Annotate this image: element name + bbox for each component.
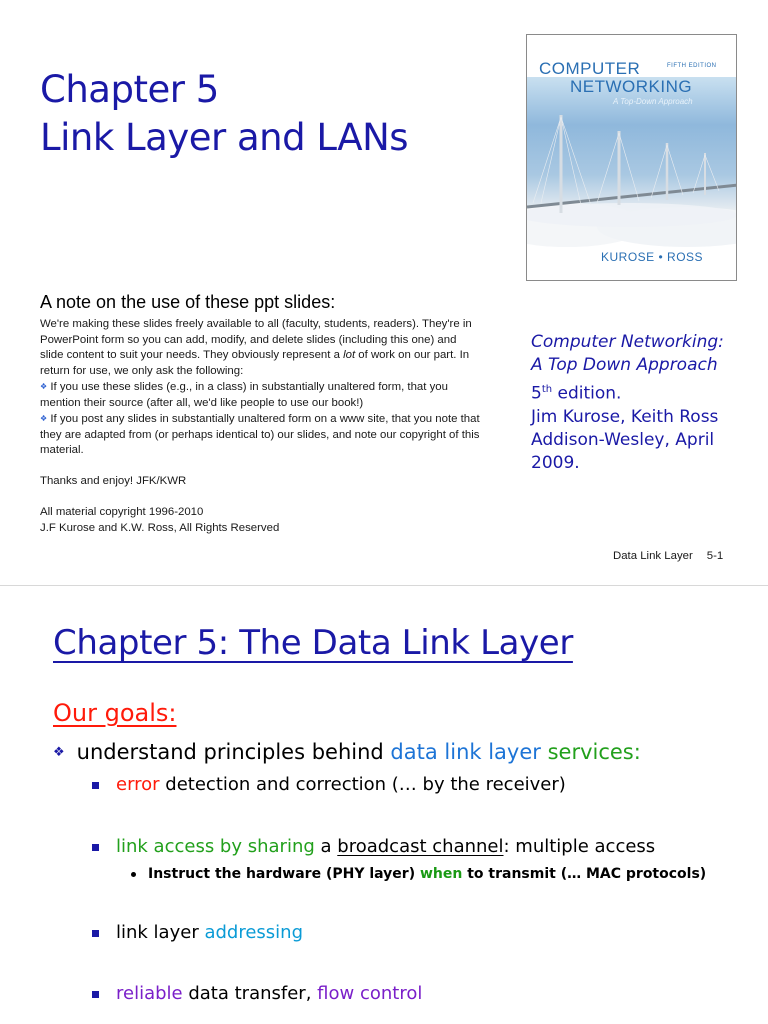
edition-text: edition.: [552, 383, 622, 404]
note-heading: A note on the use of these ppt slides:: [40, 292, 336, 312]
sub-bullet-reliable: [116, 982, 422, 1006]
dot-bullet-icon: [131, 872, 136, 877]
highlight-term: reliable: [116, 983, 183, 1004]
book-reference: [531, 331, 761, 475]
note-bullet-text: If you use these slides (e.g., in a class) in substantially unaltered form, that you mention their source (after all, we'd like people to use our book!): [40, 381, 448, 409]
edition-number: 5: [531, 383, 542, 404]
note-bullet-text: If you post any slides in substantially unaltered form on a www site, that you note that they are adapted from (or perhaps identical to) our slides, and note our copyright of this material.: [40, 413, 480, 456]
bullet-text: data transfer,: [182, 983, 318, 1004]
title-line-1: Chapter 5: [40, 68, 219, 111]
note-text: We're making these slides freely available to all (faculty, students, readers). They're in PowerPoint form so you can add, modify, and delete slides (including this one) and slide content to suit your needs. They obviously represent a: [40, 318, 472, 361]
square-bullet-icon: [92, 782, 99, 789]
page-number: 5-1: [706, 550, 724, 562]
slide-title: Chapter 5: The Data Link Layer: [53, 623, 573, 663]
bullet-text: link layer: [116, 922, 205, 943]
bullet-text: Instruct the hardware (PHY layer): [148, 866, 420, 882]
copyright-line-2: J.F Kurose and K.W. Ross, All Rights Reserved: [40, 521, 280, 534]
bullet-text: : multiple access: [503, 836, 656, 857]
note-bullet: [40, 411, 482, 459]
square-bullet-icon: [92, 930, 99, 937]
highlight-term: data link layer: [390, 740, 541, 764]
underlined-term: broadcast channel: [337, 836, 504, 857]
bullet-text: to transmit (… MAC protocols): [462, 866, 707, 882]
cover-edition: FIFTH EDITION: [667, 63, 717, 69]
sub-bullet-addressing: [116, 921, 303, 945]
title-line-2: Link Layer and LANs: [40, 116, 409, 159]
edition-suffix: th: [541, 383, 553, 395]
bullet-text: detection and correction (… by the receiver): [159, 774, 566, 795]
book-publisher-line-1: Addison-Wesley, April: [531, 429, 715, 450]
sub-bullet-error: [116, 773, 566, 797]
main-bullet: [53, 738, 641, 767]
highlight-term: link access by sharing: [116, 836, 315, 857]
note-paragraph: [40, 317, 482, 379]
highlight-term: when: [419, 866, 463, 882]
sub-bullet-link-access: [116, 835, 655, 859]
footer-label: Data Link Layer: [613, 550, 693, 562]
book-cover-image: [526, 34, 737, 281]
book-authors: Jim Kurose, Keith Ross: [531, 406, 719, 427]
note-text: of work on our part. In return for use, we only ask the following:: [40, 349, 470, 377]
slide-footer: [613, 550, 723, 562]
note-emphasis: lot: [343, 349, 356, 361]
diamond-bullet-icon: ❖: [40, 382, 48, 391]
cover-subtitle: A Top-Down Approach: [613, 97, 693, 106]
slide-2: [0, 586, 768, 1024]
diamond-bullet-icon: ❖: [40, 414, 48, 423]
highlight-term: flow control: [317, 983, 423, 1004]
copyright-line-1: All material copyright 1996-2010: [40, 506, 204, 518]
note-body: [40, 317, 482, 536]
highlight-term: error: [116, 774, 160, 795]
note-bullet: [40, 379, 482, 411]
cover-title-line-1: COMPUTER: [539, 59, 641, 78]
bullet-text: understand principles behind: [76, 740, 391, 764]
slide-title: [40, 66, 408, 162]
book-edition: [531, 378, 761, 406]
diamond-bullet-icon: ❖: [53, 745, 65, 760]
book-publisher-line-2: 2009.: [531, 453, 580, 474]
sub-sub-bullet-phy: [148, 864, 706, 884]
book-title-line-1: Computer Networking:: [531, 332, 724, 352]
highlight-term: addressing: [204, 922, 303, 943]
square-bullet-icon: [92, 991, 99, 998]
cover-authors: KUROSE • ROSS: [601, 250, 704, 264]
book-title-line-2: A Top Down Approach: [531, 355, 718, 376]
square-bullet-icon: [92, 844, 99, 851]
highlight-term: services:: [540, 740, 641, 764]
bullet-text: a: [314, 836, 338, 857]
note-thanks: Thanks and enjoy! JFK/KWR: [40, 475, 187, 487]
cover-title-line-2: NETWORKING: [570, 77, 693, 96]
goals-heading: Our goals:: [53, 699, 177, 727]
